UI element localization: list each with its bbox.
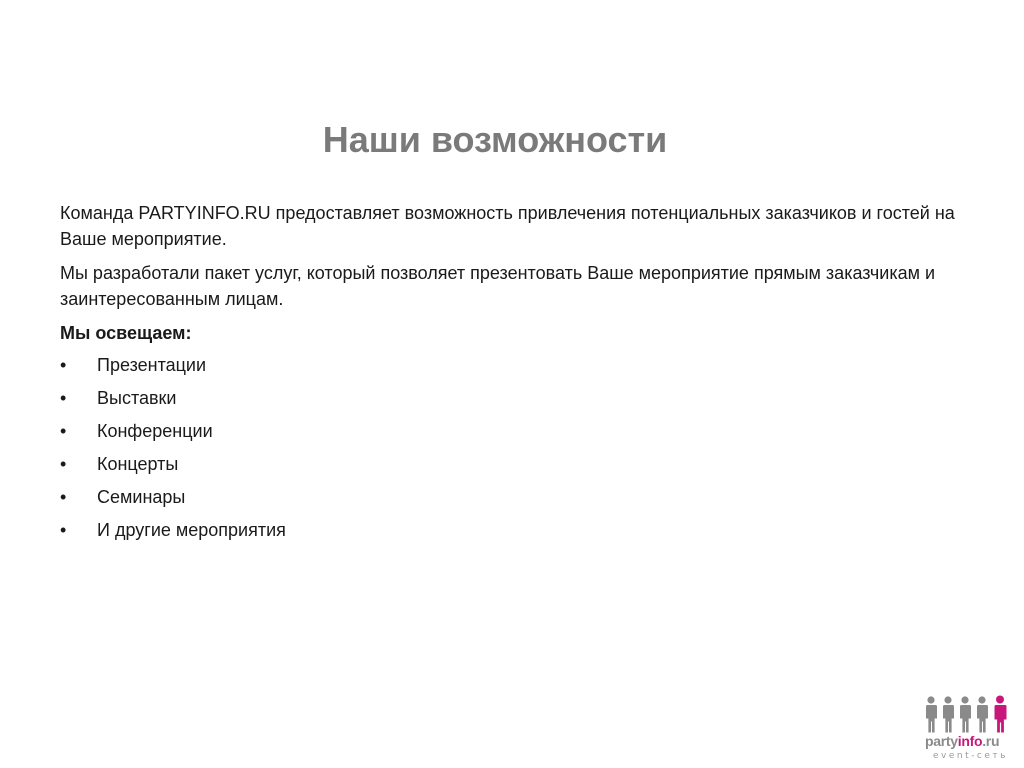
list-item-label: Конференции xyxy=(97,421,213,441)
list-item-label: Концерты xyxy=(97,454,179,474)
coverage-subheading: Мы освещаем: xyxy=(60,323,192,343)
coverage-list xyxy=(60,352,960,543)
list-item xyxy=(60,352,960,378)
bullet-icon: • xyxy=(60,454,67,474)
logo-wordmark-part: party xyxy=(925,733,958,749)
list-item xyxy=(60,385,960,411)
list-item xyxy=(60,418,960,444)
list-item xyxy=(60,484,960,510)
slide-title: Наши возможности xyxy=(322,119,668,160)
logo-tagline: event-сеть xyxy=(933,751,1008,761)
bullet-icon: • xyxy=(60,355,67,375)
list-item-label: Презентации xyxy=(97,355,207,375)
list-item-label: Выставки xyxy=(97,388,177,408)
slide-content xyxy=(60,200,960,550)
logo-wordmark-domain: .ru xyxy=(982,733,1000,749)
logo-wordmark xyxy=(925,733,999,749)
partyinfo-logo xyxy=(923,693,1017,763)
bullet-icon: • xyxy=(60,421,67,441)
bullet-icon: • xyxy=(60,487,67,507)
intro-paragraph: Команда PARTYINFO.RU предоставляет возможность привлечения потенциальных заказчиков и гостей на Ваше мероприятие. xyxy=(60,203,955,249)
list-item xyxy=(60,517,960,543)
services-paragraph: Мы разработали пакет услуг, который позволяет презентовать Ваше мероприятие прямым заказчикам и заинтересованным лицам. xyxy=(60,263,936,309)
list-item xyxy=(60,451,960,477)
list-item-label: Семинары xyxy=(97,487,186,507)
logo-wordmark-accent: info xyxy=(957,733,983,749)
bullet-icon: • xyxy=(60,388,67,408)
list-item-label: И другие мероприятия xyxy=(97,520,286,540)
bullet-icon: • xyxy=(60,520,67,540)
people-icon xyxy=(925,695,1017,735)
